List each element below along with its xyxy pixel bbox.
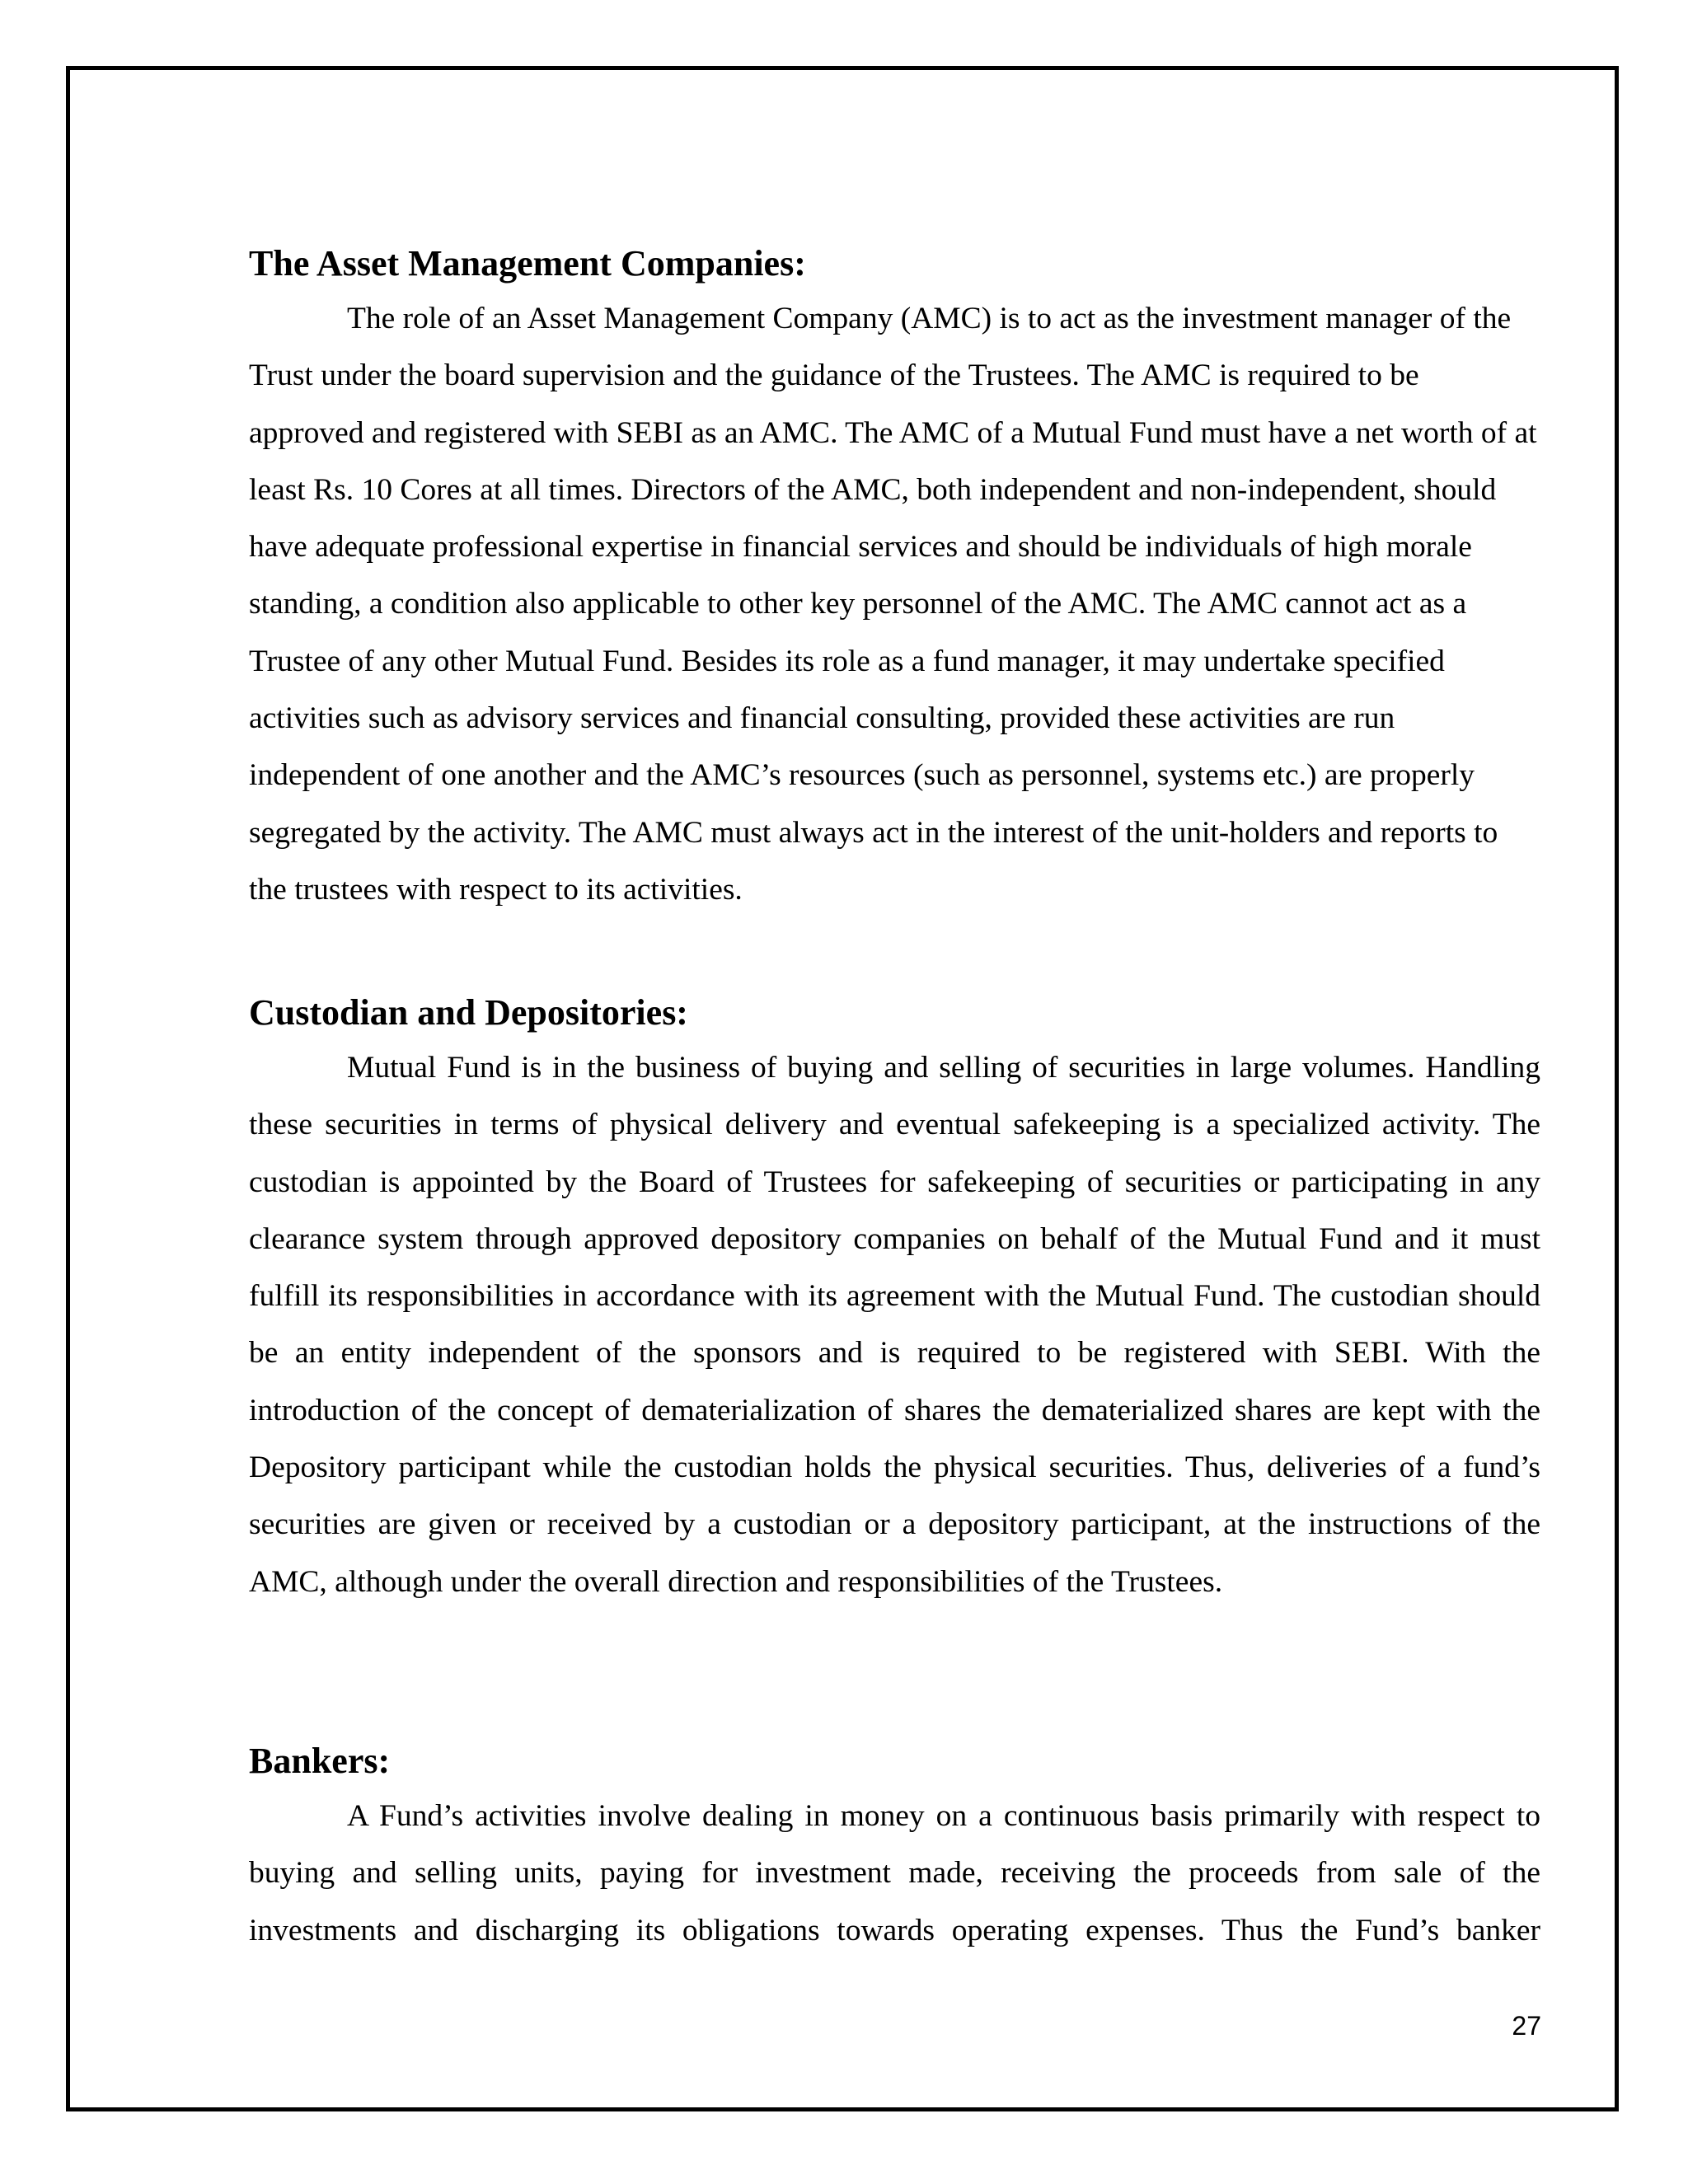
section-heading: Custodian and Depositories: [249, 992, 688, 1033]
section-heading: Bankers: [249, 1741, 391, 1781]
section-heading: The Asset Management Companies: [249, 243, 806, 284]
section-paragraph: Mutual Fund is in the business of buying and selling of securities in large volumes. Handling these securities in terms of physical delivery and eventual safekeeping is a specialized activity. The custodian is appointed by the Board of Trustees for safekeeping of securities or participating in any clearance system through approved depository companies on behalf of the Mutual Fund and it must fulfill its responsibilities in accordance with its agreement with the Mutual Fund. The custodian should be an entity independent of the sponsors and is required to be registered with SEBI. With the introduction of the concept of dematerialization of shares the dematerialized shares are kept with the Depository participant while the custodian holds the physical securities. Thus, deliveries of a fund’s securities are given or received by a custodian or a depository participant, at the instructions of the AMC, although under the overall direction and responsibilities of the Trustees. [249, 1051, 1540, 1599]
page-number: 27 [1512, 2011, 1541, 2041]
section-paragraph: A Fund’s activities involve dealing in money on a continuous basis primarily with respect to buying and selling units, paying for investment made, receiving the proceeds from sale of the investments and discharging its obligations towards operating expenses. Thus the Fund’s banker [249, 1799, 1540, 1947]
section-bankers [249, 1738, 1540, 1959]
section-asset-management-companies [249, 241, 1540, 918]
section-custodian-and-depositories [249, 990, 1540, 1610]
section-paragraph: The role of an Asset Management Company (AMC) is to act as the investment manager of the Trust under the board supervision and the guidance of the Trustees. The AMC is required to be approved and registered with SEBI as an AMC. The AMC of a Mutual Fund must have a net worth of at least Rs. 10 Cores at all times. Directors of the AMC, both independent and non-independent, should have adequate professional expertise in financial services and should be individuals of high morale standing, a condition also applicable to other key personnel of the AMC. The AMC cannot act as a Trustee of any other Mutual Fund. Besides its role as a fund manager, it may undertake specified activities such as advisory services and financial consulting, provided these activities are run independent of one another and the AMC’s resources (such as personnel, systems etc.) are properly segregated by the activity. The AMC must always act in the interest of the unit-holders and reports to the trustees with respect to its activities. [249, 302, 1537, 907]
